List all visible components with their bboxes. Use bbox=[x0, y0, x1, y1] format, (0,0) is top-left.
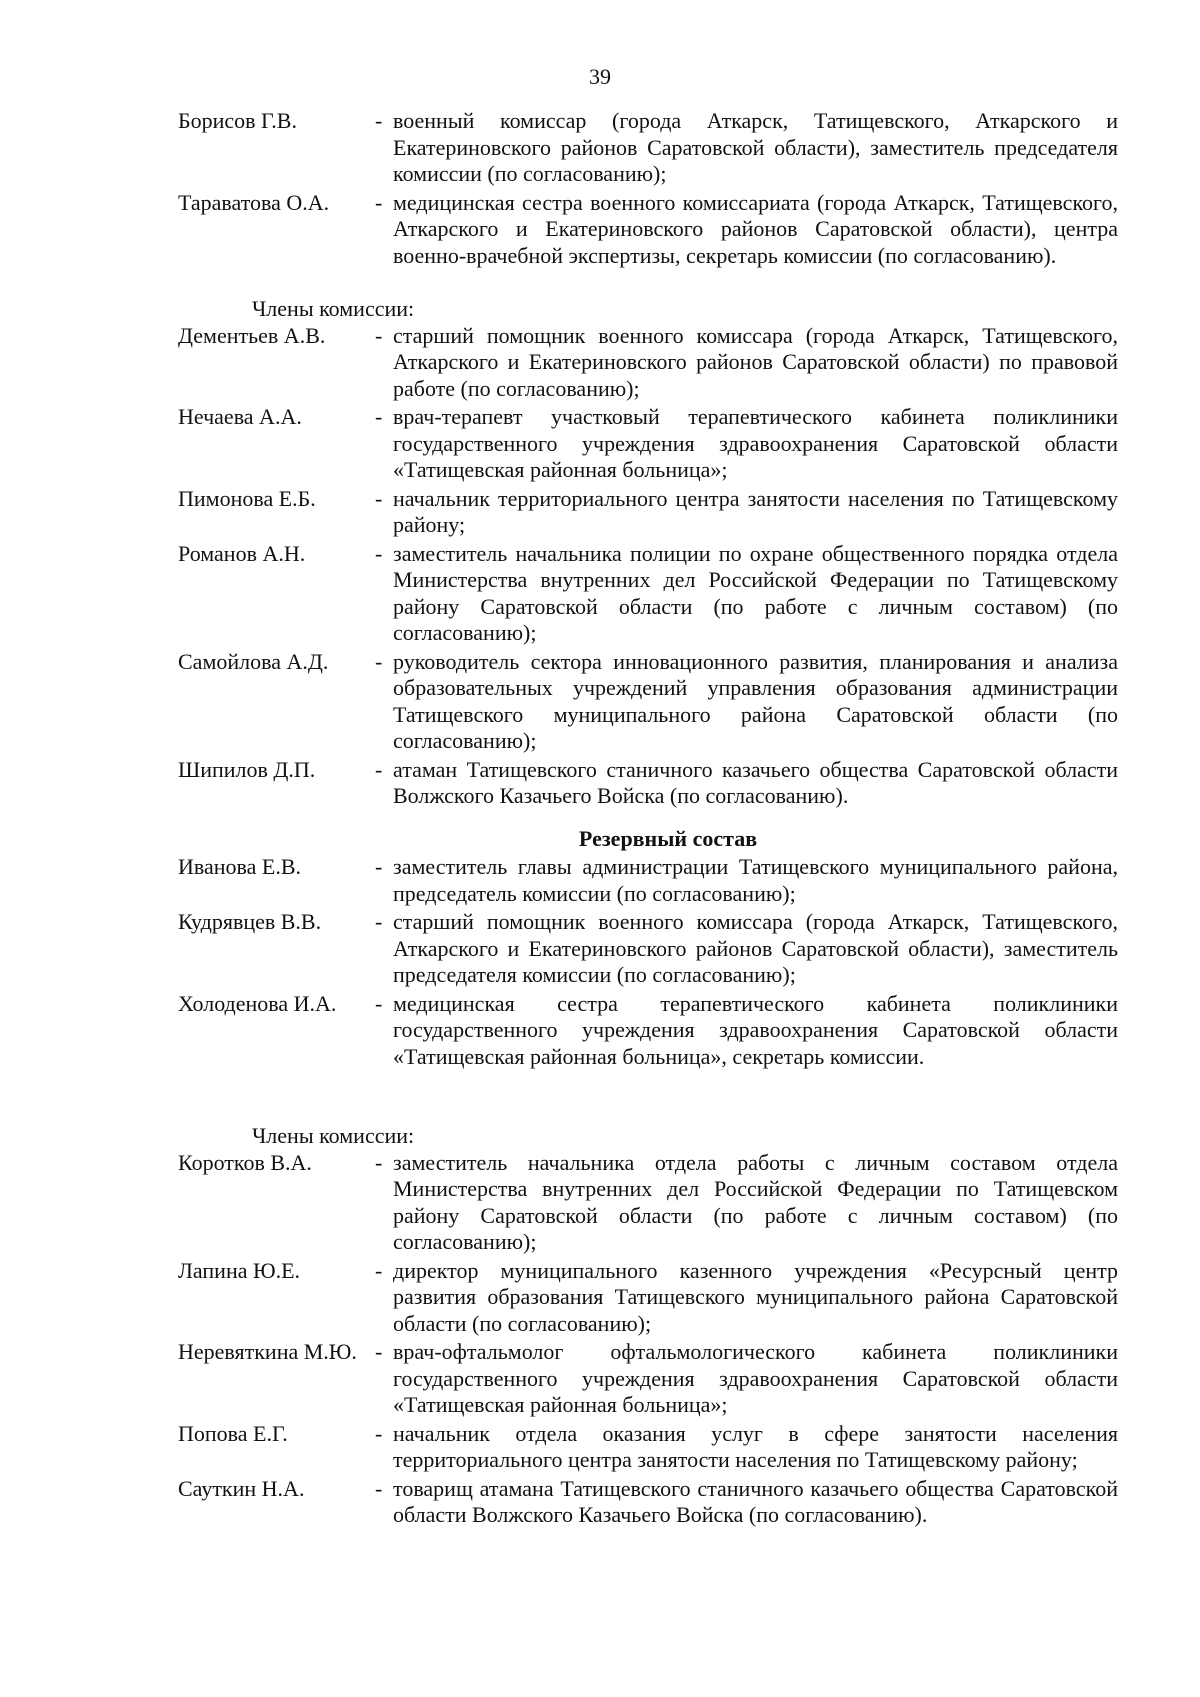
person-name: Самойлова А.Д. bbox=[178, 648, 329, 674]
person-name: Шипилов Д.П. bbox=[178, 756, 316, 782]
reserve-entries bbox=[178, 854, 1118, 1070]
person-name: Попова Е.Г. bbox=[178, 1420, 288, 1446]
list-item bbox=[178, 991, 1118, 1071]
list-item bbox=[178, 649, 1118, 755]
dash-separator: - bbox=[375, 854, 383, 879]
person-name: Иванова Е.В. bbox=[178, 854, 301, 879]
list-item bbox=[178, 1150, 1118, 1256]
position-description: товарищ атамана Татищевского станичного казачьего общества Саратовской области Волжского Казачьего Войска (по согласованию). bbox=[393, 1475, 1118, 1527]
person-name: Дементьев А.В. bbox=[178, 322, 326, 348]
list-item bbox=[178, 541, 1118, 647]
list-item bbox=[178, 404, 1118, 484]
position-description: старший помощник военного комиссара (города Аткарск, Татищевского, Аткарского и Екатериновского районов Саратовской области) по правовой работе (по согласованию); bbox=[393, 322, 1118, 401]
person-name: Неревяткина М.Ю. bbox=[178, 1339, 357, 1364]
reserve-members-heading: Члены комиссии: bbox=[252, 1123, 415, 1148]
dash-separator: - bbox=[375, 1149, 383, 1175]
position-description: руководитель сектора инновационного развития, планирования и анализа образовательных учреждений управления образования администрации Татищевского муниципального района Саратовской области (по согласованию); bbox=[393, 648, 1118, 753]
reserve-members-list bbox=[178, 1150, 1118, 1529]
dash-separator: - bbox=[375, 404, 383, 429]
members-heading: Члены комиссии: bbox=[252, 296, 415, 321]
dash-separator: - bbox=[375, 648, 383, 674]
position-description: медицинская сестра военного комиссариата (города Аткарск, Татищевского, Аткарского и Екатериновского районов Саратовской области), центра военно-врачебной экспертизы, секретарь комиссии (по согласованию). bbox=[393, 189, 1118, 268]
top-entries bbox=[178, 108, 1118, 269]
list-item bbox=[178, 909, 1118, 989]
position-description: заместитель начальника полиции по охране общественного порядка отдела Министерства внутренних дел Российской Федерации по Татищевскому району Саратовской области (по работе с личным составом) (по согласованию); bbox=[393, 540, 1118, 645]
position-description: старший помощник военного комиссара (города Аткарск, Татищевского, Аткарского и Екатериновского районов Саратовской области), заместитель председателя комиссии (по согласованию); bbox=[393, 909, 1118, 987]
dash-separator: - bbox=[375, 1339, 383, 1364]
person-name: Коротков В.А. bbox=[178, 1149, 312, 1175]
position-description: начальник отдела оказания услуг в сфере занятости населения территориального центра занятости населения по Татищевскому району; bbox=[393, 1420, 1118, 1472]
document-body bbox=[178, 108, 1118, 1531]
person-name: Лапина Ю.Е. bbox=[178, 1257, 301, 1283]
dash-separator: - bbox=[375, 485, 383, 511]
person-name: Пимонова Е.Б. bbox=[178, 485, 316, 511]
position-description: врач-терапевт участковый терапевтического кабинета поликлиники государственного учреждения здравоохранения Саратовской области «Татищевская районная больница»; bbox=[393, 404, 1118, 482]
person-name: Холоденова И.А. bbox=[178, 990, 337, 1016]
dash-separator: - bbox=[375, 909, 383, 934]
position-description: заместитель начальника отдела работы с личным составом отдела Министерства внутренних дел Российской Федерации по Татищевском району Саратовской области (по работе с личным составом) (по согласованию); bbox=[393, 1149, 1118, 1254]
position-description: заместитель главы администрации Татищевского муниципального района, председатель комиссии (по согласованию); bbox=[393, 854, 1118, 906]
position-description: медицинская сестра терапевтического кабинета поликлиники государственного учреждения здравоохранения Саратовской области «Татищевская районная больница», секретарь комиссии. bbox=[393, 990, 1118, 1069]
dash-separator: - bbox=[375, 322, 383, 348]
dash-separator: - bbox=[375, 540, 383, 566]
person-name: Борисов Г.В. bbox=[178, 108, 297, 133]
list-item bbox=[178, 1421, 1118, 1474]
dash-separator: - bbox=[375, 1257, 383, 1283]
list-item bbox=[178, 1339, 1118, 1419]
dash-separator: - bbox=[375, 1475, 383, 1501]
list-item bbox=[178, 757, 1118, 810]
position-description: директор муниципального казенного учреждения «Ресурсный центр развития образования Татищевского муниципального района Саратовской области (по согласованию); bbox=[393, 1257, 1118, 1336]
list-item bbox=[178, 1476, 1118, 1529]
person-name: Кудрявцев В.В. bbox=[178, 909, 322, 934]
person-name: Тараватова О.А. bbox=[178, 189, 330, 215]
dash-separator: - bbox=[375, 756, 383, 782]
dash-separator: - bbox=[375, 990, 383, 1016]
list-item bbox=[178, 1258, 1118, 1338]
person-name: Сауткин Н.А. bbox=[178, 1475, 305, 1501]
position-description: начальник территориального центра занятости населения по Татищевскому району; bbox=[393, 485, 1118, 537]
position-description: военный комиссар (города Аткарск, Татищевского, Аткарского и Екатериновского районов Саратовской области), заместитель председателя комиссии (по согласованию); bbox=[393, 108, 1118, 186]
list-item bbox=[178, 190, 1118, 270]
list-item bbox=[178, 108, 1118, 188]
dash-separator: - bbox=[375, 108, 383, 133]
dash-separator: - bbox=[375, 189, 383, 215]
list-item bbox=[178, 486, 1118, 539]
list-item bbox=[178, 323, 1118, 403]
position-description: врач-офтальмолог офтальмологического кабинета поликлиники государственного учреждения здравоохранения Саратовской области «Татищевская районная больница»; bbox=[393, 1339, 1118, 1417]
list-item bbox=[178, 854, 1118, 907]
position-description: атаман Татищевского станичного казачьего общества Саратовской области Волжского Казачьего Войска (по согласованию). bbox=[393, 756, 1118, 808]
dash-separator: - bbox=[375, 1420, 383, 1446]
person-name: Романов А.Н. bbox=[178, 540, 306, 566]
page-number: 39 bbox=[589, 64, 611, 89]
person-name: Нечаева А.А. bbox=[178, 404, 302, 429]
reserve-section-title: Резервный состав bbox=[578, 825, 758, 851]
members-list bbox=[178, 323, 1118, 810]
